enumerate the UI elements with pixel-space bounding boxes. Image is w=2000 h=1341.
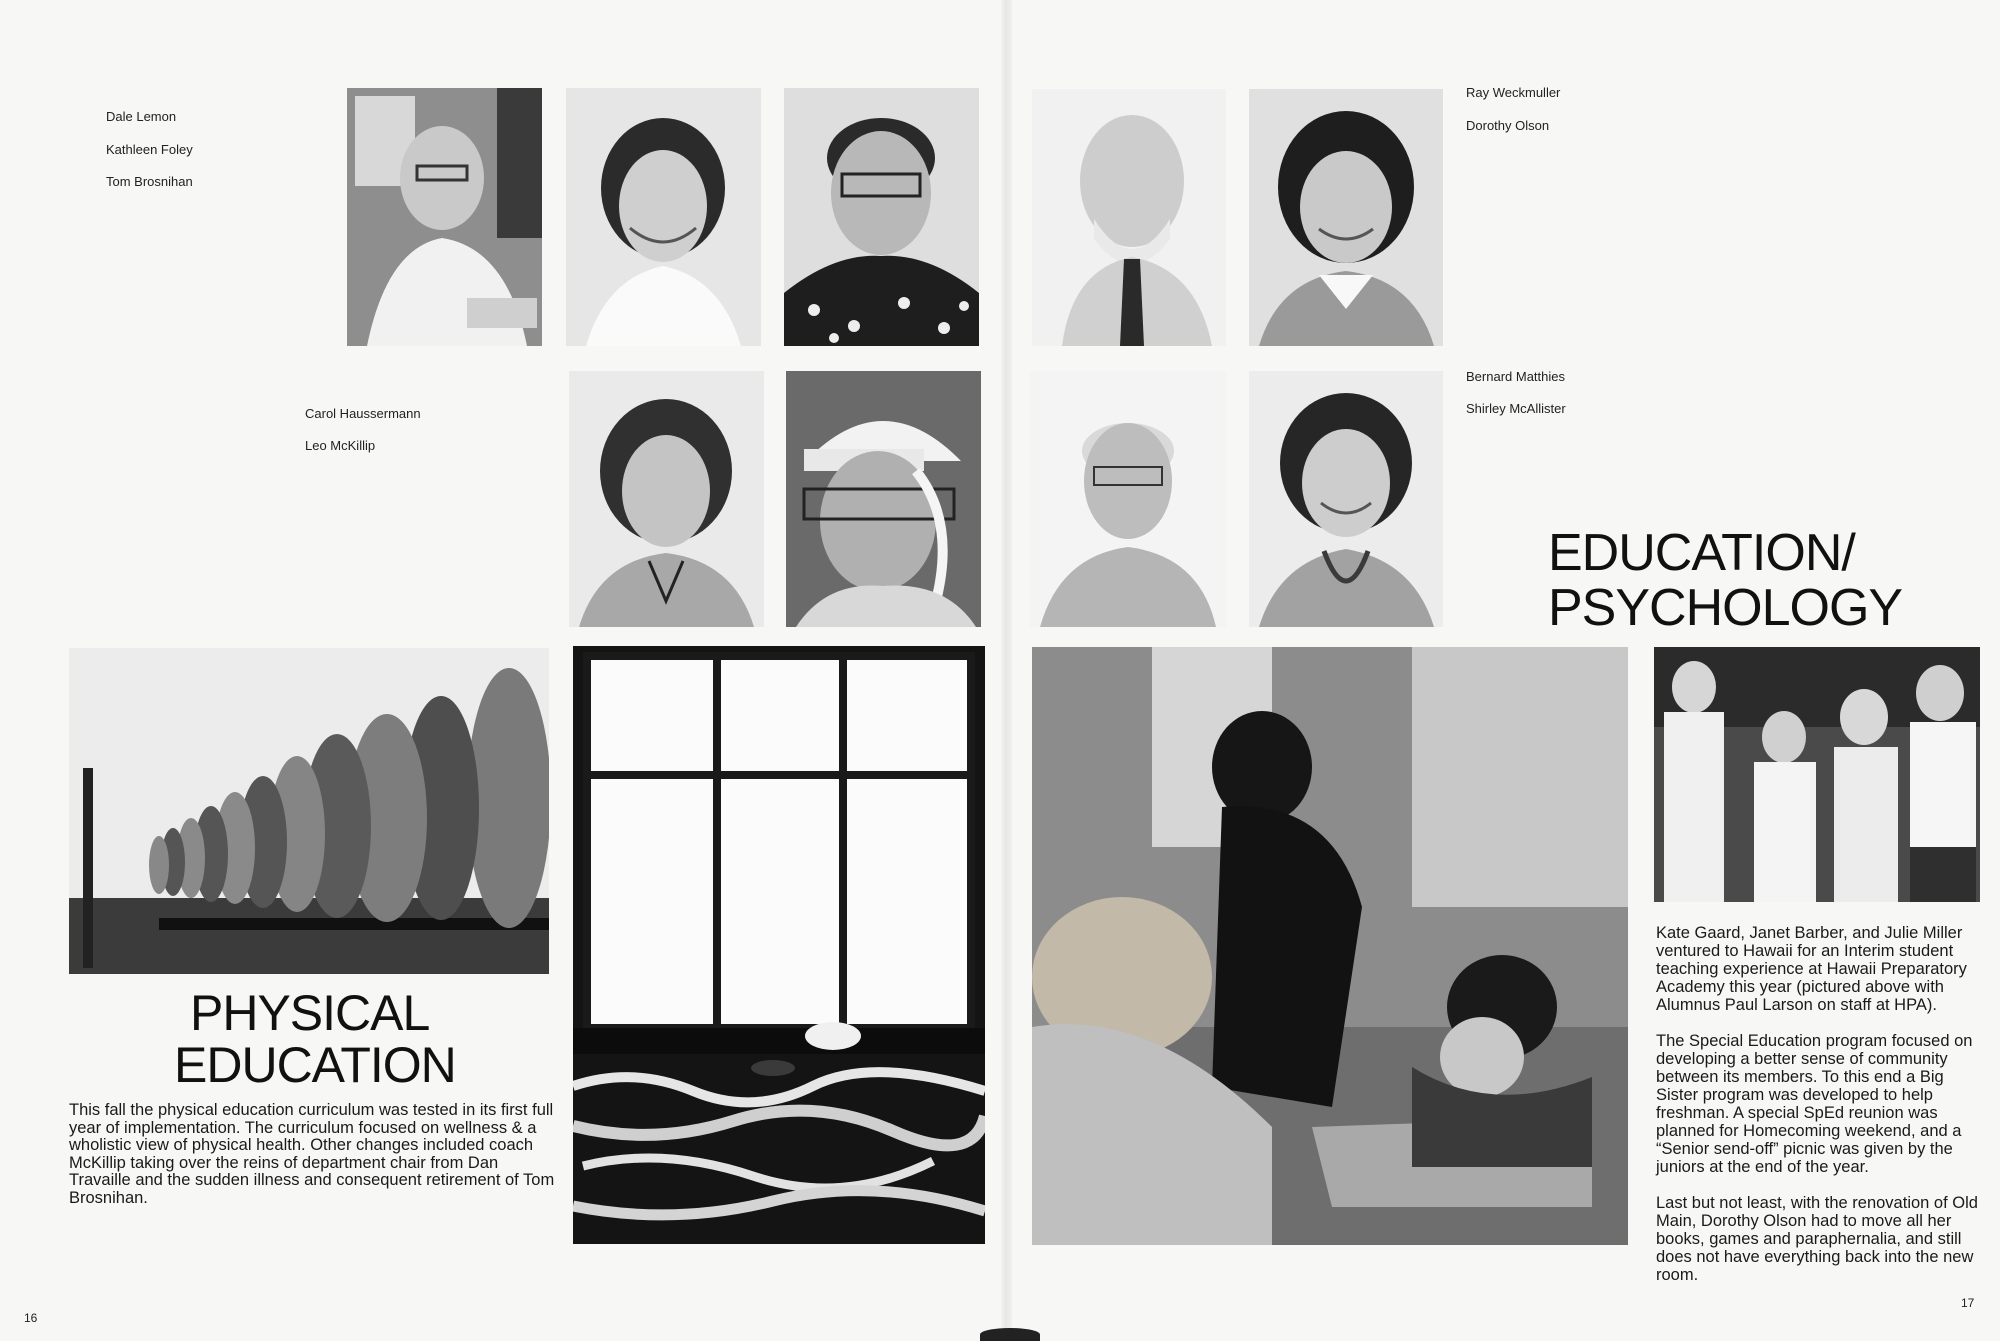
faculty-name: Leo McKillip (305, 438, 376, 453)
section-heading: EDUCATION (174, 1037, 456, 1093)
section-heading: PSYCHOLOGY (1548, 579, 1903, 637)
page-number: 16 (24, 1311, 38, 1325)
binding-shadow (980, 1328, 1040, 1341)
portrait-photo (786, 371, 981, 627)
section-body-text: This fall the physical education curriculum was tested in its first full year of implementation. The curriculum focused on wellness & a wholistic view of physical health. Other changes included coach McKillip taking over the reins of department chair from Dan Travaille and the sudden illness and consequent retirement of Tom Brosnihan. (69, 1101, 555, 1207)
portrait-photo (566, 88, 761, 346)
faculty-name: Dorothy Olson (1466, 118, 1550, 133)
paragraph: Last but not least, with the renovation of Old Main, Dorothy Olson had to move all her books, games and paraphernalia, and still does not have everything back into the new room. (1656, 1194, 1978, 1284)
weights-rack-photo (69, 648, 549, 974)
portrait-photo (784, 88, 979, 346)
swimming-pool-photo (573, 646, 985, 1244)
portrait-photo (569, 371, 764, 627)
faculty-name: Kathleen Foley (106, 142, 193, 157)
faculty-name: Ray Weckmuller (1466, 85, 1561, 100)
faculty-name: Bernard Matthies (1466, 369, 1565, 384)
faculty-name: Carol Haussermann (305, 406, 421, 421)
classroom-photo (1032, 647, 1628, 1245)
page-number: 17 (1961, 1296, 1975, 1310)
faculty-name: Dale Lemon (106, 109, 177, 124)
page-gutter (1000, 0, 1012, 1341)
faculty-name: Shirley McAllister (1466, 401, 1566, 416)
section-body-text (1656, 924, 1986, 1302)
paragraph: Kate Gaard, Janet Barber, and Julie Miller ventured to Hawaii for an Interim student teaching experience at Hawaii Preparatory Academy this year (pictured above with Alumnus Paul Larson on staff at HPA). (1656, 924, 1967, 1014)
section-heading: EDUCATION/ (1548, 524, 1855, 582)
portrait-photo (1249, 89, 1443, 346)
portrait-photo (1030, 371, 1226, 627)
portrait-photo (1032, 89, 1226, 346)
group-photo (1654, 647, 1980, 902)
section-heading: PHYSICAL (190, 985, 430, 1041)
portrait-photo (1249, 371, 1443, 627)
portrait-photo (347, 88, 542, 346)
faculty-name: Tom Brosnihan (106, 174, 193, 189)
paragraph: The Special Education program focused on developing a better sense of community between its members. To this end a Big Sister program was developed to help freshman. A special SpEd reunion was planned for Homecoming weekend, and a “Senior send-off” picnic was given by the juniors at the end of the year. (1656, 1032, 1973, 1176)
